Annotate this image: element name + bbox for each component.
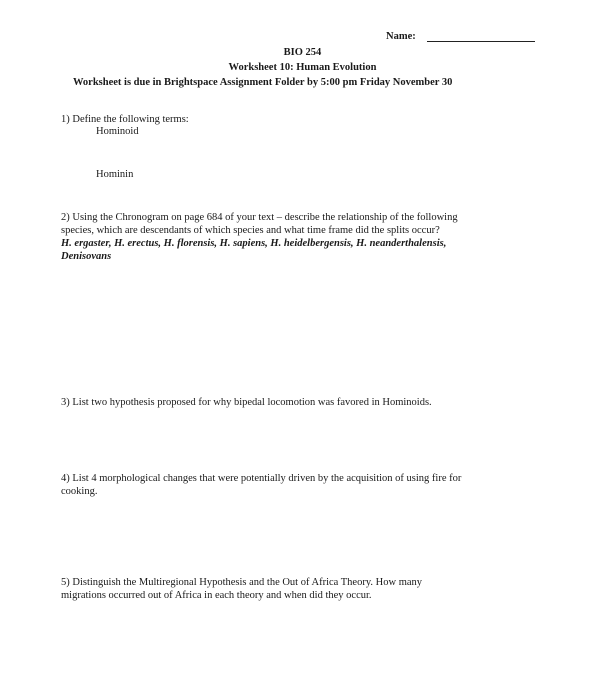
name-blank-line[interactable] xyxy=(427,41,535,42)
question-4-line-1: 4) List 4 morphological changes that were potentially driven by the acquisition of using fire for xyxy=(61,473,462,484)
question-1-term-hominin: Hominin xyxy=(96,169,134,180)
question-1-term-hominoid: Hominoid xyxy=(96,126,139,137)
question-2-line-1: 2) Using the Chronogram on page 684 of your text – describe the relationship of the following xyxy=(61,212,458,223)
question-4 xyxy=(61,472,541,498)
question-5-line-1: 5) Distinguish the Multiregional Hypothesis and the Out of Africa Theory. How many xyxy=(61,577,423,588)
question-2-line-2: species, which are descendants of which species and what time frame did the splits occur? xyxy=(61,225,440,236)
question-2-species-list: H. ergaster, H. erectus, H. florensis, H. sapiens, H. heidelbergensis, H. neanderthalensis, xyxy=(61,238,447,249)
question-1-prompt: 1) Define the following terms: xyxy=(61,114,189,125)
question-2-species-list-cont: Denisovans xyxy=(61,251,112,262)
due-notice: Worksheet is due in Brightspace Assignment Folder by 5:00 pm Friday November 30 xyxy=(73,77,453,88)
question-2 xyxy=(61,211,541,263)
question-4-line-2: cooking. xyxy=(61,486,98,497)
question-3 xyxy=(61,396,541,409)
course-code: BIO 254 xyxy=(283,47,322,58)
question-5-line-2: migrations occurred out of Africa in each theory and when did they occur. xyxy=(61,590,372,601)
question-5 xyxy=(61,576,541,602)
worksheet-title: Worksheet 10: Human Evolution xyxy=(228,62,377,73)
name-label: Name: xyxy=(386,31,416,42)
question-3-line-1: 3) List two hypothesis proposed for why bipedal locomotion was favored in Hominoids. xyxy=(61,397,432,408)
